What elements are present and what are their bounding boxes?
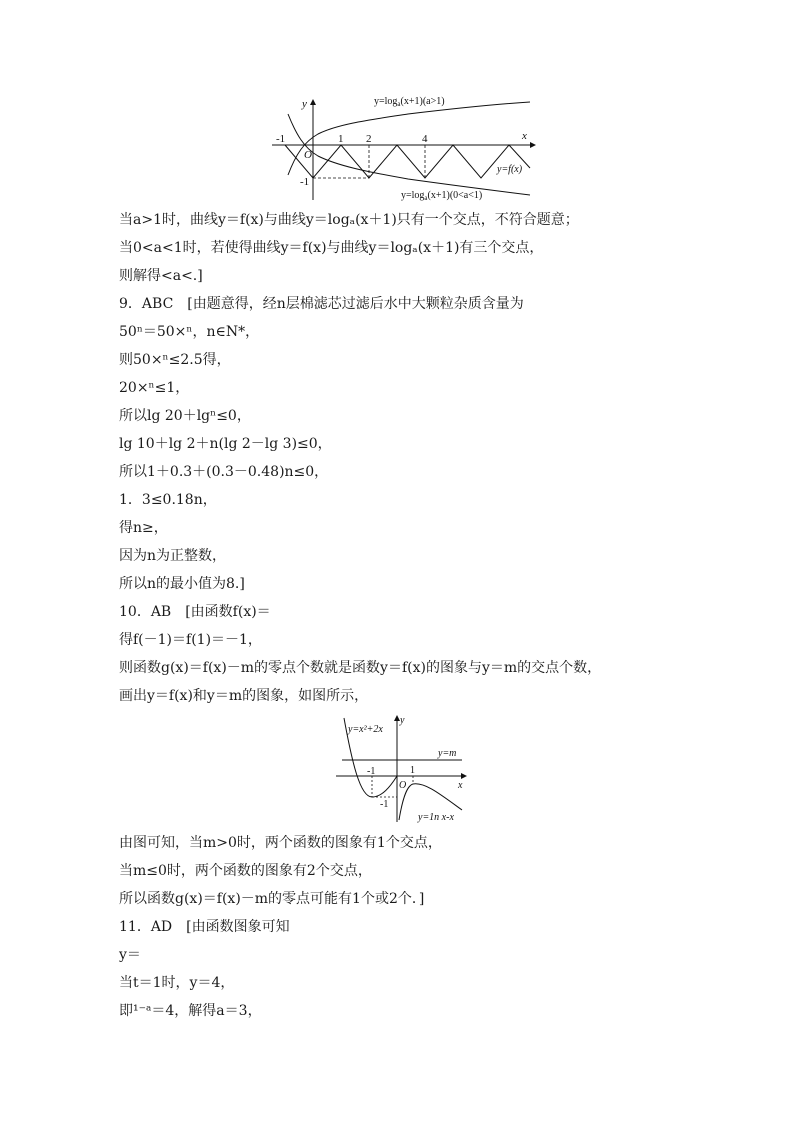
label-m: y=m	[438, 748, 457, 759]
tick-1: 1	[410, 765, 415, 776]
x-axis-arrow	[530, 142, 536, 148]
line-19: 由图可知，当m>0时，两个函数的图象有1个交点，	[119, 835, 442, 851]
line-16: 得f(－1)＝f(1)＝－1，	[119, 632, 262, 648]
line-12: 得n≥，	[119, 520, 168, 536]
line-25: 即¹⁻ᵃ＝4，解得a＝3，	[119, 1003, 262, 1019]
tick-neg1-y: -1	[300, 176, 310, 188]
line-4: 9．ABC [由题意得，经n层棉滤芯过滤后水中大颗粒杂质含量为	[119, 296, 524, 312]
line-13: 因为n为正整数，	[119, 548, 227, 564]
line-20: 当m≤0时，两个函数的图象有2个交点，	[119, 863, 372, 879]
figure-piecewise	[330, 712, 470, 824]
tick-4: 4	[422, 133, 428, 145]
line-5: 50ⁿ＝50×ⁿ，n∈N*，	[119, 324, 260, 340]
x-axis-label: x	[522, 130, 527, 142]
line-18: 画出y＝f(x)和y＝m的图象，如图所示，	[119, 688, 369, 704]
line-11: 1．3≤0.18n，	[119, 492, 217, 508]
tick-neg1-x: -1	[276, 133, 286, 145]
label-log-a-gt-1: $y=\log_a(x+1)(a>1)$	[374, 96, 445, 108]
line-23: y＝	[119, 947, 141, 963]
line-17: 则函数g(x)＝f(x)－m的零点个数就是函数y＝f(x)的图象与y＝m的交点个数，	[119, 660, 602, 676]
label-quad: y=x²+2x	[348, 724, 383, 735]
line-2: 当0<a<1时，若使得曲线y＝f(x)与曲线y＝logₐ(x＋1)有三个交点，	[119, 240, 544, 256]
line-1: 当a>1时，曲线y＝f(x)与曲线y＝logₐ(x＋1)只有一个交点，不符合题意；	[119, 212, 579, 228]
line-14: 所以n的最小值为8.]	[119, 576, 245, 592]
label-log-a-lt-1: $y=\log_a(x+1)(0<a<1)$	[401, 190, 483, 202]
x-axis-label: x	[458, 780, 463, 791]
figure-log-zigzag	[268, 92, 543, 204]
line-7: 20×ⁿ≤1，	[119, 380, 190, 396]
label-ln: y=1n x-x	[418, 812, 454, 823]
line-22: 11．AD [由函数图象可知	[119, 919, 290, 935]
log-curve-a-lt-1	[288, 114, 530, 195]
origin-label: O	[304, 149, 312, 161]
line-8: 所以lg 20＋lgⁿ≤0，	[119, 408, 251, 424]
line-15: 10．AB [由函数f(x)＝	[119, 604, 271, 620]
line-21: 所以函数g(x)＝f(x)－m的零点可能有1个或2个．]	[119, 891, 425, 907]
f-zigzag-curve	[285, 145, 530, 178]
y-axis-label: y	[302, 98, 307, 110]
line-9: lg 10＋lg 2＋n(lg 2－lg 3)≤0，	[119, 436, 332, 452]
tick-neg1-y: -1	[380, 799, 389, 810]
origin-label: O	[399, 780, 407, 791]
line-24: 当t＝1时，y＝4，	[119, 975, 235, 991]
tick-2: 2	[366, 133, 372, 145]
y-axis-label: y	[400, 715, 405, 726]
line-10: 所以1＋0.3＋(0.3－0.48)n≤0，	[119, 464, 329, 480]
label-f: y=f(x)	[497, 164, 523, 175]
x-axis-arrow	[461, 773, 467, 779]
line-3: 则解得<a<.]	[119, 268, 203, 284]
line-6: 则50×ⁿ≤2.5得，	[119, 352, 231, 368]
tick-1: 1	[338, 133, 344, 145]
y-axis-arrow	[310, 99, 316, 105]
tick-neg1-x: -1	[367, 766, 376, 777]
